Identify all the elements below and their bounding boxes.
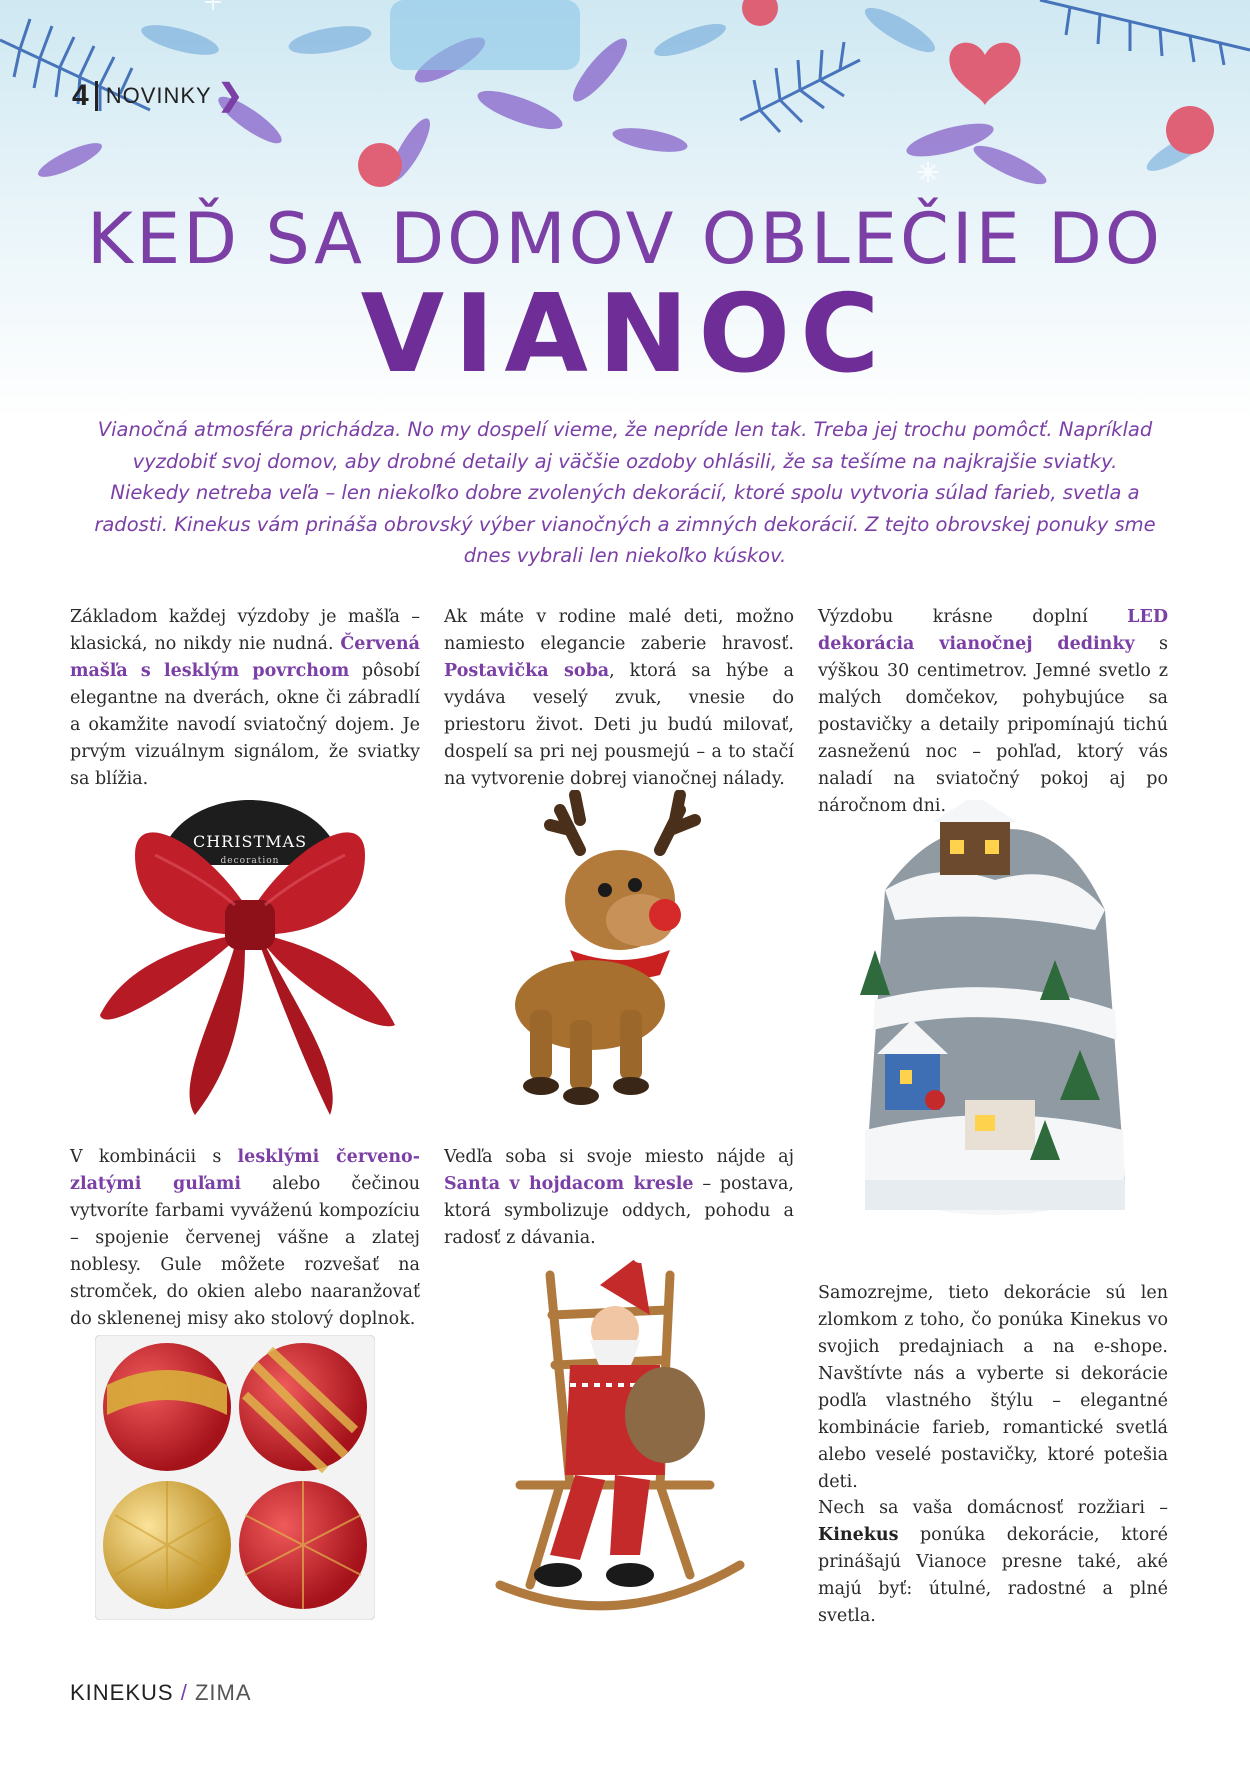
balls-text-post: alebo čečinou vytvoríte farbami vyváženú kompozíciu – spojenie červenej vášne a zlatej noblesy. Gule môžete rozvešať na stromček, do okien alebo naaranžovať do sklenenej misy ako stolový doplnok. <box>70 1174 421 1329</box>
footer-season: ZIMA <box>194 1680 252 1705</box>
christmas-balls-image <box>95 1335 375 1620</box>
santa-paragraph <box>444 1144 794 1252</box>
title-line-1: KEĎ SA DOMOV OBLEČIE DO <box>87 198 1163 280</box>
led-village-image <box>855 800 1135 1240</box>
balls-text-pre: V kombinácii s <box>70 1147 238 1167</box>
page-number: 4 <box>72 78 89 112</box>
closing-brand: Kinekus <box>818 1525 899 1545</box>
bow-text-post: pôsobí elegantne na dverách, okne či zábradlí a okamžite navodí sviatočný dojem. Je prvým vizuálnym signálom, že sviatky sa blížia. <box>70 661 420 789</box>
village-paragraph <box>818 604 1168 820</box>
santa-product-name: Santa v hojdacom kresle <box>444 1174 694 1194</box>
intro-paragraph: Vianočná atmosféra prichádza. No my dospelí vieme, že nepríde len tak. Treba jej trochu pomôcť. Napríklad vyzdobiť svoj domov, aby drobné detaily aj väčšie ozdoby ohlásili, že sa tešíme na najkrajšie sviatky. Niekedy netreba veľa – len niekoľko dobre zvolených dekorácií, ktoré spolu vytvoria súlad farieb, svetla a radosti. Kinekus vám prináša obrovský výber vianočných a zimných dekorácií. Z tejto obrovskej ponuky sme dnes vybrali len niekoľko kúskov. <box>94 418 1156 567</box>
reindeer-paragraph <box>444 604 794 793</box>
label-separator <box>95 81 98 111</box>
village-text-pre: Výzdobu krásne doplní <box>818 607 1128 627</box>
village-product-name: LED dekorácia vianočnej dedinky <box>818 607 1168 654</box>
reindeer-product-name: Postavička soba <box>444 661 610 681</box>
reindeer-toy-image <box>510 790 730 1110</box>
closing-paragraph-1: Samozrejme, tieto dekorácie sú len zlomkom z toho, čo ponúka Kinekus vo svojich predajniach a na e-shope. Navštívte nás a vyberte si dekorácie podľa vlastného štýlu – elegantné kombinácie farieb, romantické svetlá alebo veselé postavičky, ktoré potešia deti. <box>818 1283 1168 1492</box>
village-text-post: s výškou 30 centimetrov. Jemné svetlo z malých domčekov, pohybujúce sa postavičky a detaily pripomínajú tichú zasneženú noc – pohľad, ktorý vás naladí na sviatočný pokoj aj po náročnom dni. <box>818 634 1168 816</box>
bow-package-text: CHRISTMAS <box>192 832 308 851</box>
reindeer-text-pre: Ak máte v rodine malé deti, možno namiesto elegancie zaberie hravosť. <box>444 607 794 654</box>
section-name: NOVINKY <box>105 82 212 108</box>
footer-brand: KINEKUS <box>70 1680 174 1705</box>
title-line-2: VIANOC <box>360 272 890 397</box>
santa-text-pre: Vedľa soba si svoje miesto nájde aj <box>444 1147 794 1167</box>
balls-product-name: lesklými červeno-zlatými guľami <box>70 1147 420 1194</box>
bow-text-pre: Základom každej výzdoby je mašľa – klasická, no nikdy nie nudná. <box>70 607 420 654</box>
closing-paragraph-2 <box>818 1495 1168 1630</box>
balls-paragraph <box>70 1144 420 1333</box>
bow-product-name: Červená mašľa s lesklým povrchom <box>70 634 420 681</box>
footer <box>70 1680 252 1706</box>
section-label <box>72 78 243 113</box>
closing-text-pre: Nech sa vaša domácnosť rozžiari – <box>818 1498 1168 1518</box>
santa-rocking-chair-image <box>490 1255 750 1625</box>
closing-text-post: ponúka dekorácie, ktoré prinášajú Vianoce presne také, aké majú byť: útulné, radostné a plné svetla. <box>818 1525 1168 1626</box>
bow-package-subtext: decoration <box>220 856 280 866</box>
footer-slash: / <box>173 1680 195 1705</box>
red-bow-image <box>95 785 405 1125</box>
santa-text-post: – postava, ktorá symbolizuje oddych, pohodu a radosť z dávania. <box>444 1174 794 1248</box>
bow-paragraph <box>70 604 420 793</box>
reindeer-text-post: , ktorá sa hýbe a vydáva veselý zvuk, vnesie do priestoru život. Deti ju budú milovať, dospelí sa pri nej pousmejú – a to stačí na vytvorenie dobrej vianočnej nálady. <box>444 661 794 789</box>
chevron-right-icon: ❯ <box>217 79 243 112</box>
